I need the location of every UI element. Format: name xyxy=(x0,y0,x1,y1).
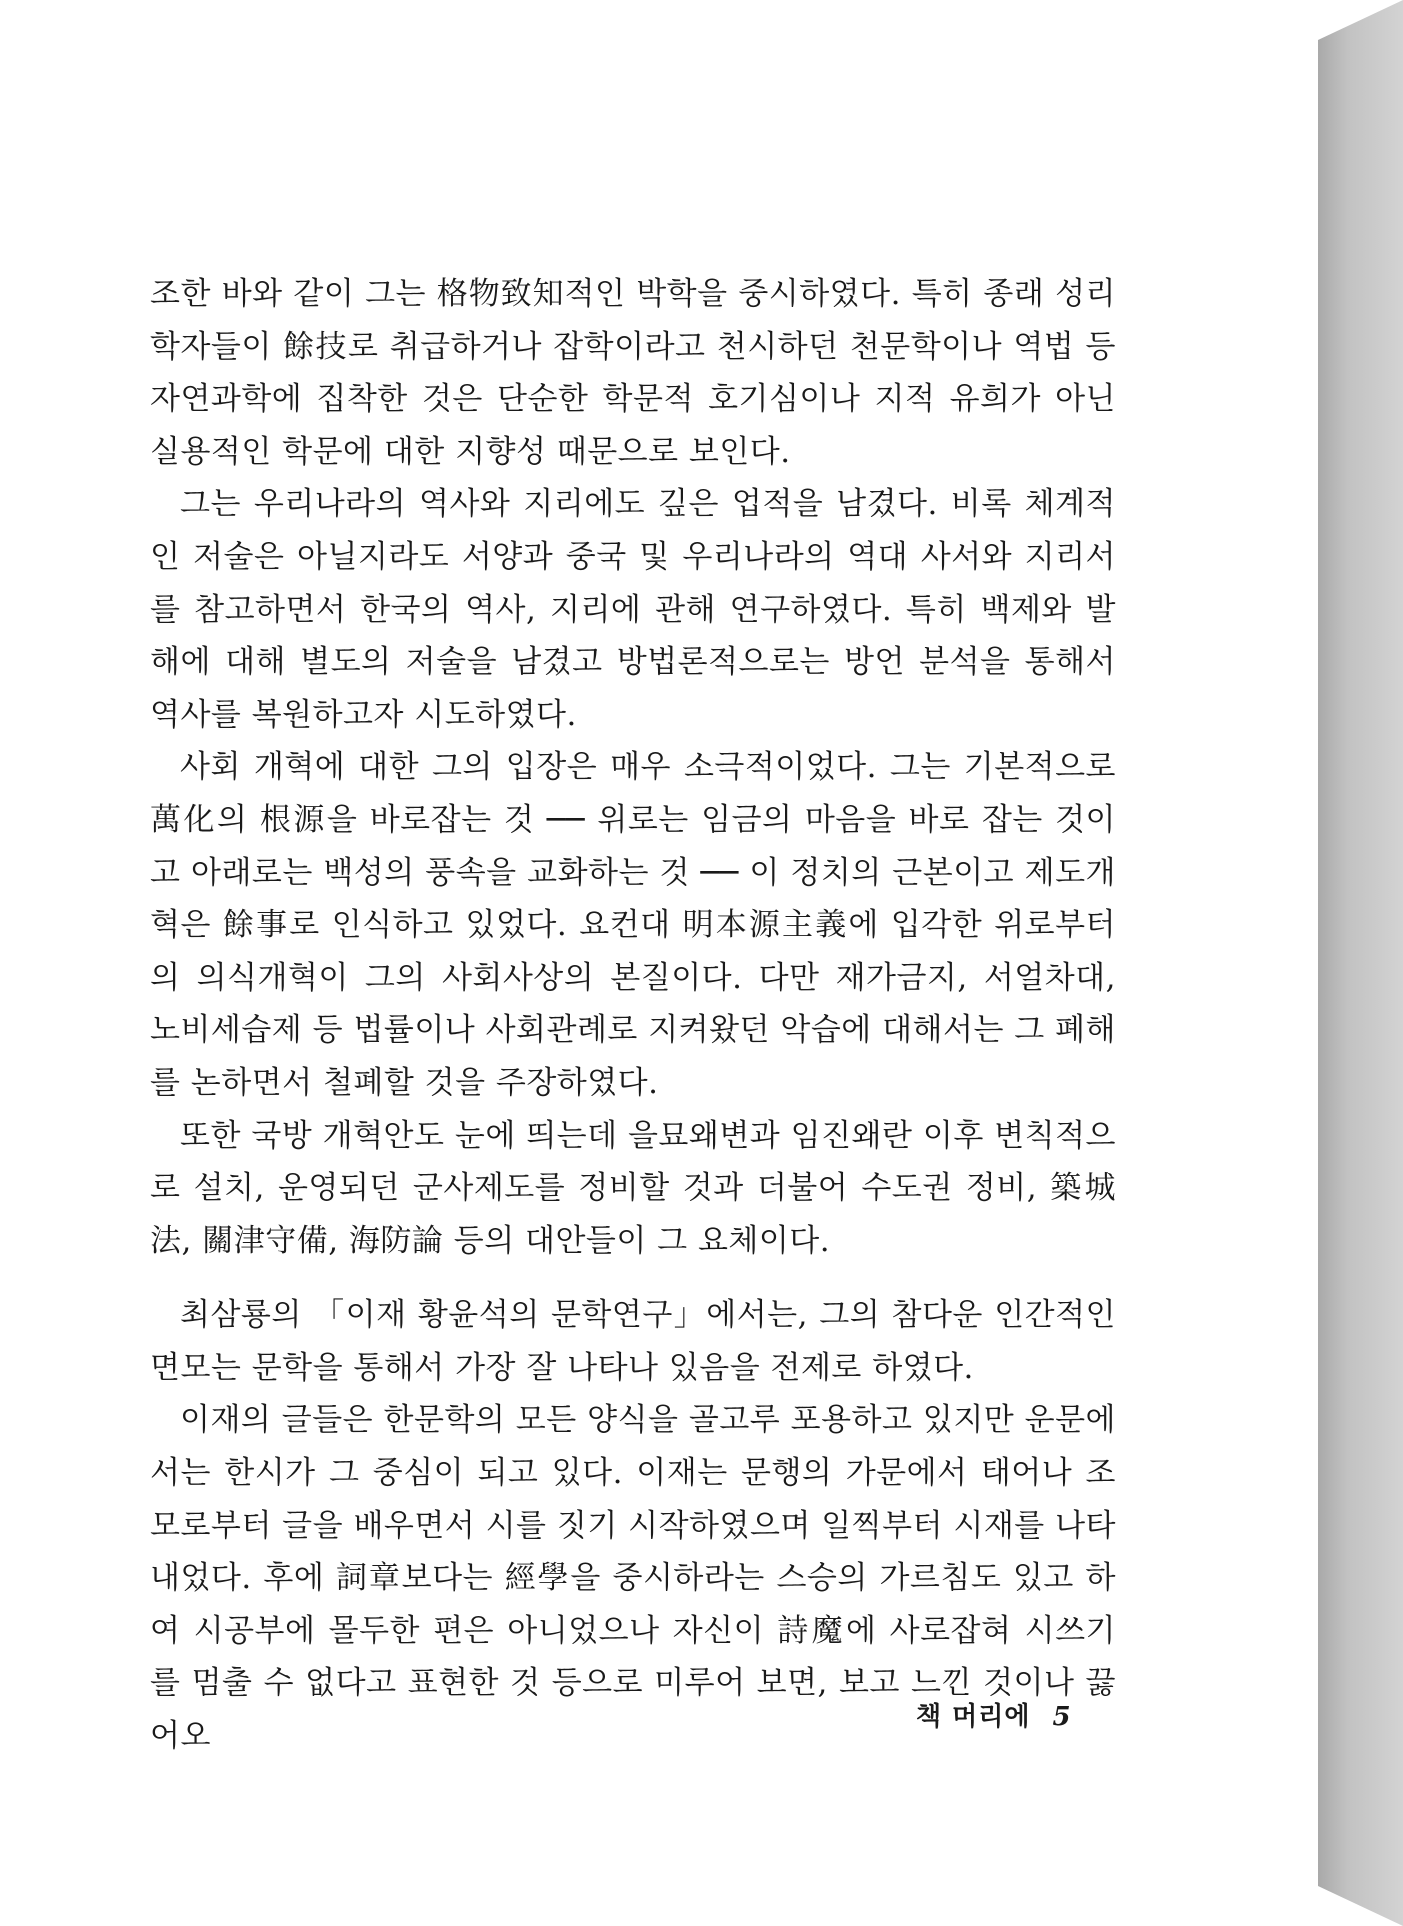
body-text xyxy=(150,268,1116,1763)
page-number: 5 xyxy=(1052,1702,1072,1732)
running-footer xyxy=(916,1696,1072,1733)
paragraph-2: 그는 우리나라의 역사와 지리에도 깊은 업적을 남겼다. 비록 체계적인 저술은 아닐지라도 서양과 중국 및 우리나라의 역대 사서와 지리서를 참고하면서 한국의 역사, 지리에 관해 연구하였다. 특히 백제와 발해에 대해 별도의 저술을 남겼고 방법론적으로는 방언 분석을 통해서 역사를 복원하고자 시도하였다. xyxy=(150,486,1116,733)
paragraph-6: 이재의 글들은 한문학의 모든 양식을 골고루 포용하고 있지만 운문에서는 한시가 그 중심이 되고 있다. 이재는 문행의 가문에서 태어나 조모로부터 글을 배우면서 시를 짓기 시작하였으며 일찍부터 시재를 나타내었다. 후에 詞章보다는 經學을 중시하라는 스승의 가르침도 있고 하여 시공부에 몰두한 편은 아니었으나 자신이 詩魔에 사로잡혀 시쓰기를 멈출 수 없다고 표현한 것 등으로 미루어 보면, 보고 느낀 것이나 끓어오 xyxy=(150,1402,1116,1755)
page-edge-bottom-corner xyxy=(1318,1886,1403,1926)
running-title: 책 머리에 xyxy=(916,1702,1031,1732)
paragraph-1: 조한 바와 같이 그는 格物致知적인 박학을 중시하였다. 특히 종래 성리학자들이 餘技로 취급하거나 잡학이라고 천시하던 천문학이나 역법 등 자연과학에 집착한 것은 단순한 학문적 호기심이나 지적 유희가 아닌 실용적인 학문에 대한 지향성 때문으로 보인다. xyxy=(150,276,1116,470)
paragraph-4: 또한 국방 개혁안도 눈에 띄는데 을묘왜변과 임진왜란 이후 변칙적으로 설치, 운영되던 군사제도를 정비할 것과 더불어 수도권 정비, 築城法, 關津守備, 海防論 등의 대안들이 그 요체이다. xyxy=(150,1117,1116,1259)
page-stack-edge xyxy=(1318,0,1403,1926)
paragraph-3: 사회 개혁에 대한 그의 입장은 매우 소극적이었다. 그는 기본적으로 萬化의 根源을 바로잡는 것 ── 위로는 임금의 마음을 바로 잡는 것이고 아래로는 백성의 풍속을 교화하는 것 ── 이 정치의 근본이고 제도개혁은 餘事로 인식하고 있었다. 요컨대 明本源主義에 입각한 위로부터의 의식개혁이 그의 사회사상의 본질이다. 다만 재가금지, 서얼차대, 노비세습제 등 법률이나 사회관례로 지켜왔던 악습에 대해서는 그 폐해를 논하면서 철폐할 것을 주장하였다. xyxy=(150,749,1116,1101)
page-edge-top-corner xyxy=(1318,0,1403,40)
paragraph-5: 최삼룡의 「이재 황윤석의 문학연구」에서는, 그의 참다운 인간적인 면모는 문학을 통해서 가장 잘 나타나 있음을 전제로 하였다. xyxy=(150,1297,1116,1386)
